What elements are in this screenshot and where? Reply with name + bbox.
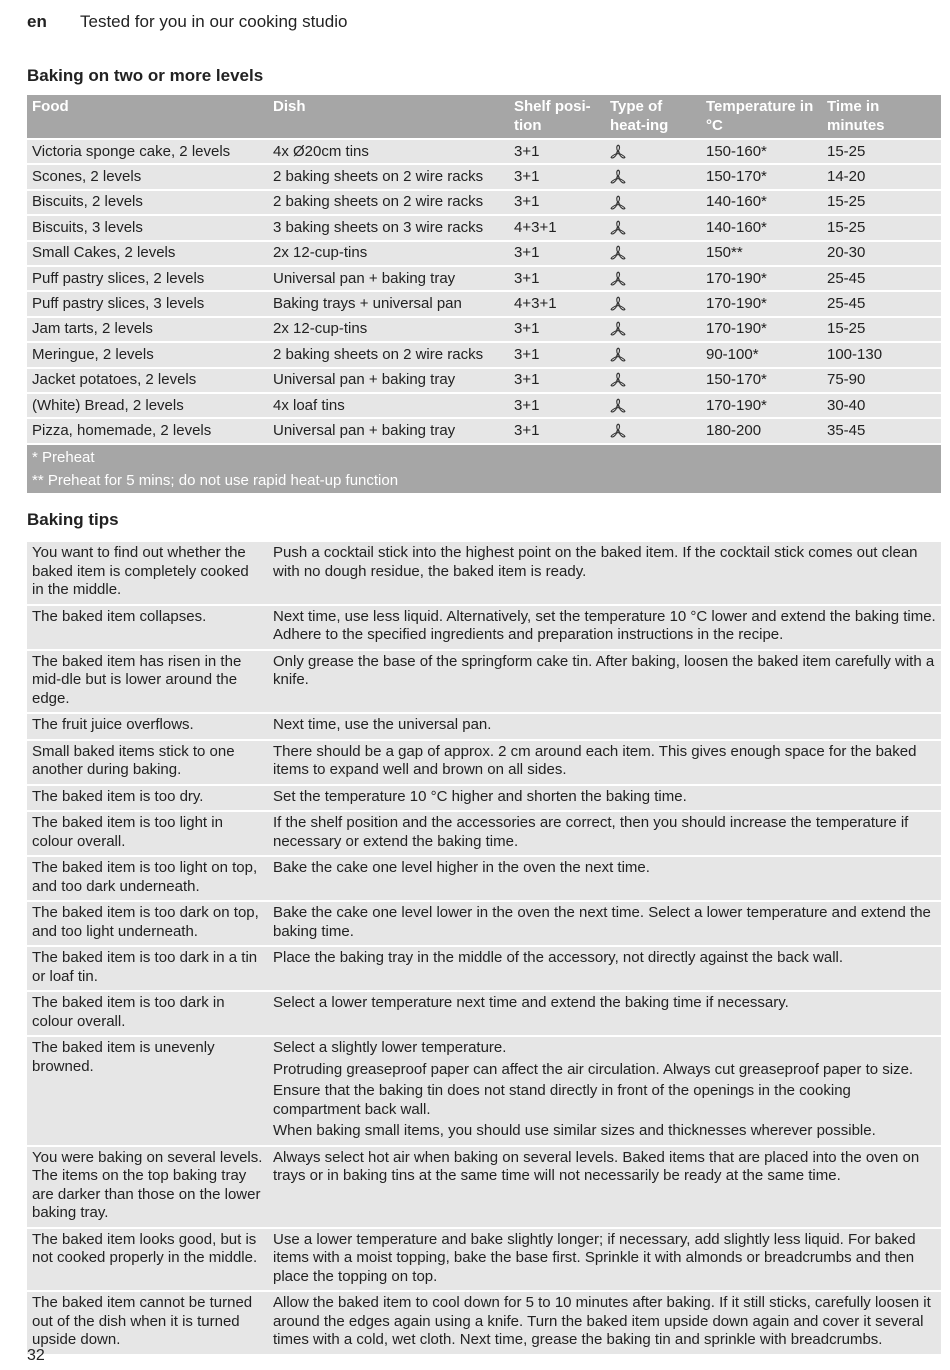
tip-solution <box>268 1146 941 1228</box>
table-row <box>27 215 941 240</box>
heating-cell <box>605 215 701 240</box>
page-header <box>27 12 348 32</box>
dish-cell: 4x Ø20cm tins <box>268 139 509 164</box>
tip-solution <box>268 811 941 856</box>
hot-air-fan-icon <box>610 143 626 160</box>
tip-row <box>27 901 941 946</box>
tip-problem: The baked item is too dark in a tin or loaf tin. <box>27 946 268 991</box>
time-cell: 35-45 <box>822 418 941 443</box>
heating-cell <box>605 190 701 215</box>
food-cell: Victoria sponge cake, 2 levels <box>27 139 268 164</box>
tip-solution <box>268 991 941 1036</box>
time-cell: 15-25 <box>822 215 941 240</box>
tip-row <box>27 713 941 740</box>
time-cell: 15-25 <box>822 317 941 342</box>
tip-problem: The baked item is too light in colour overall. <box>27 811 268 856</box>
tip-solution <box>268 1036 941 1146</box>
column-header-temperature: Temperature in °C <box>701 95 822 139</box>
tip-row <box>27 785 941 812</box>
time-cell: 14-20 <box>822 164 941 189</box>
table-row <box>27 190 941 215</box>
heating-cell <box>605 291 701 316</box>
food-cell: Puff pastry slices, 3 levels <box>27 291 268 316</box>
tip-solution <box>268 1228 941 1292</box>
header-title: Tested for you in our cooking studio <box>80 12 348 31</box>
footnote-preheat-5-mins: ** Preheat for 5 mins; do not use rapid heat-up function <box>32 471 399 489</box>
tip-row <box>27 946 941 991</box>
tip-solution-paragraph: Select a lower temperature next time and extend the baking time if necessary. <box>273 994 789 1011</box>
tip-solution <box>268 542 941 605</box>
hot-air-fan-icon <box>610 320 626 337</box>
heating-cell <box>605 418 701 443</box>
tip-solution-paragraph: Always select hot air when baking on several levels. Baked items that are placed into the oven on trays or in baking tins at the same time will not necessarily be ready at the same time. <box>273 1148 920 1184</box>
temperature-cell: 170-190* <box>701 393 822 418</box>
table-row <box>27 241 941 266</box>
hot-air-fan-icon <box>610 295 626 312</box>
shelf-cell: 3+1 <box>509 342 605 367</box>
tip-row <box>27 740 941 785</box>
food-cell: Biscuits, 3 levels <box>27 215 268 240</box>
tip-solution-paragraph: Bake the cake one level lower in the oven the next time. Select a lower temperature and extend the baking time. <box>273 904 931 940</box>
hot-air-fan-icon <box>610 371 626 388</box>
tip-solution-paragraph: Place the baking tray in the middle of the accessory, not directly against the back wall. <box>273 949 844 966</box>
tip-row <box>27 1228 941 1292</box>
tip-solution <box>268 785 941 812</box>
heating-cell <box>605 393 701 418</box>
shelf-cell: 3+1 <box>509 164 605 189</box>
tip-row <box>27 1291 941 1355</box>
tip-row <box>27 605 941 650</box>
food-cell: Pizza, homemade, 2 levels <box>27 418 268 443</box>
temperature-cell: 90-100* <box>701 342 822 367</box>
temperature-cell: 180-200 <box>701 418 822 443</box>
tip-solution-paragraph: When baking small items, you should use similar sizes and thicknesses wherever possible. <box>273 1122 876 1139</box>
heating-cell <box>605 368 701 393</box>
tip-problem: The baked item cannot be turned out of the dish when it is turned upside down. <box>27 1291 268 1355</box>
table-row <box>27 368 941 393</box>
tip-solution-paragraph: Next time, use the universal pan. <box>273 716 492 733</box>
dish-cell: Universal pan + baking tray <box>268 266 509 291</box>
baking-levels-table <box>27 95 941 493</box>
hot-air-fan-icon <box>610 270 626 287</box>
hot-air-fan-icon <box>610 219 626 236</box>
table-row <box>27 393 941 418</box>
temperature-cell: 150-160* <box>701 139 822 164</box>
table-row <box>27 418 941 443</box>
dish-cell: 2 baking sheets on 2 wire racks <box>268 164 509 189</box>
tip-row <box>27 811 941 856</box>
temperature-cell: 150-170* <box>701 164 822 189</box>
food-cell: Jacket potatoes, 2 levels <box>27 368 268 393</box>
food-cell: Puff pastry slices, 2 levels <box>27 266 268 291</box>
shelf-cell: 3+1 <box>509 393 605 418</box>
hot-air-fan-icon <box>610 168 626 185</box>
tip-solution-paragraph: Set the temperature 10 °C higher and shorten the baking time. <box>273 787 687 805</box>
hot-air-fan-icon <box>610 244 626 261</box>
tip-solution-paragraph: There should be a gap of approx. 2 cm around each item. This gives enough space for the baked items to expand well and brown on all sides. <box>273 742 917 778</box>
tip-solution <box>268 605 941 650</box>
tip-solution-paragraph: Protruding greaseproof paper can affect the air circulation. Always cut greaseproof paper to size. <box>273 1060 914 1078</box>
hot-air-fan-icon <box>610 193 626 210</box>
dish-cell: 4x loaf tins <box>268 393 509 418</box>
shelf-cell: 3+1 <box>509 418 605 443</box>
tip-solution-paragraph: Allow the baked item to cool down for 5 to 10 minutes after baking. If it still sticks, carefully loosen it around the edges again using a knife. Turn the baked item upside down again and cover it several times with a cold, wet cloth. Next time, grease the baking tin and sprinkle with breadcrumbs. <box>273 1294 931 1348</box>
footnote-preheat: * Preheat <box>32 448 95 466</box>
tip-solution-paragraph: Ensure that the baking tin does not stand directly in front of the openings in the cooking compartment back wall. <box>273 1082 851 1118</box>
footnote-row <box>27 444 941 493</box>
tip-problem: The baked item is too dark on top, and too light underneath. <box>27 901 268 946</box>
temperature-cell: 140-160* <box>701 190 822 215</box>
table-row <box>27 164 941 189</box>
tip-solution <box>268 946 941 991</box>
column-header-food: Food <box>27 95 268 139</box>
dish-cell: Universal pan + baking tray <box>268 368 509 393</box>
dish-cell: 2x 12-cup-tins <box>268 241 509 266</box>
heating-cell <box>605 266 701 291</box>
tip-problem: The baked item collapses. <box>27 605 268 650</box>
shelf-cell: 3+1 <box>509 317 605 342</box>
time-cell: 75-90 <box>822 368 941 393</box>
tip-solution-paragraph: Select a slightly lower temperature. <box>273 1039 507 1056</box>
shelf-cell: 4+3+1 <box>509 215 605 240</box>
language-code: en <box>27 12 47 31</box>
tip-solution <box>268 1291 941 1355</box>
shelf-cell: 3+1 <box>509 139 605 164</box>
tip-solution <box>268 713 941 740</box>
tip-solution-paragraph: Only grease the base of the springform cake tin. After baking, loosen the baked item carefully with a knife. <box>273 652 935 688</box>
tip-solution <box>268 901 941 946</box>
table-row <box>27 266 941 291</box>
shelf-cell: 4+3+1 <box>509 291 605 316</box>
tip-problem: The baked item is unevenly browned. <box>27 1036 268 1146</box>
hot-air-fan-icon <box>610 397 626 414</box>
table-row <box>27 317 941 342</box>
temperature-cell: 170-190* <box>701 291 822 316</box>
tip-row <box>27 1146 941 1228</box>
section-title-baking-levels: Baking on two or more levels <box>27 66 264 85</box>
tip-problem: The baked item has risen in the mid-dle but is lower around the edge. <box>27 650 268 714</box>
temperature-cell: 140-160* <box>701 215 822 240</box>
temperature-cell: 170-190* <box>701 266 822 291</box>
time-cell: 15-25 <box>822 139 941 164</box>
tip-problem: You want to find out whether the baked item is completely cooked in the middle. <box>27 542 268 605</box>
dish-cell: 3 baking sheets on 3 wire racks <box>268 215 509 240</box>
heating-cell <box>605 164 701 189</box>
hot-air-fan-icon <box>610 346 626 363</box>
tip-problem: The baked item looks good, but is not cooked properly in the middle. <box>27 1228 268 1292</box>
tip-solution-paragraph: Bake the cake one level higher in the oven the next time. <box>273 859 650 876</box>
tip-row <box>27 650 941 714</box>
section-title-baking-tips: Baking tips <box>27 510 119 529</box>
tip-solution <box>268 856 941 901</box>
tip-problem: The baked item is too dark in colour overall. <box>27 991 268 1036</box>
column-header-shelf: Shelf posi-tion <box>509 95 605 139</box>
tip-row <box>27 856 941 901</box>
dish-cell: Baking trays + universal pan <box>268 291 509 316</box>
dish-cell: 2x 12-cup-tins <box>268 317 509 342</box>
time-cell: 15-25 <box>822 190 941 215</box>
tip-problem: The baked item is too dry. <box>27 785 268 812</box>
time-cell: 30-40 <box>822 393 941 418</box>
dish-cell: 2 baking sheets on 2 wire racks <box>268 190 509 215</box>
tip-row <box>27 542 941 605</box>
dish-cell: 2 baking sheets on 2 wire racks <box>268 342 509 367</box>
tip-solution-paragraph: Use a lower temperature and bake slightly longer; if necessary, add slightly less liquid. For baked items with a moist topping, bake the base first. Sprinkle it with almonds or breadcrumbs and then place the topping on top. <box>273 1230 916 1285</box>
temperature-cell: 150** <box>701 241 822 266</box>
tip-solution-paragraph: If the shelf position and the accessories are correct, then you should increase the temperature if necessary or extend the baking time. <box>273 814 909 850</box>
tip-solution-paragraph: Next time, use less liquid. Alternatively, set the temperature 10 °C lower and extend the baking time. Adhere to the specified ingredients and preparation instructions in the recipe. <box>273 607 936 643</box>
temperature-cell: 150-170* <box>701 368 822 393</box>
tip-problem: You were baking on several levels. The items on the top baking tray are darker than those on the lower baking tray. <box>27 1146 268 1228</box>
food-cell: (White) Bread, 2 levels <box>27 393 268 418</box>
dish-cell: Universal pan + baking tray <box>268 418 509 443</box>
time-cell: 100-130 <box>822 342 941 367</box>
table-row <box>27 342 941 367</box>
shelf-cell: 3+1 <box>509 266 605 291</box>
time-cell: 20-30 <box>822 241 941 266</box>
shelf-cell: 3+1 <box>509 368 605 393</box>
column-header-dish: Dish <box>268 95 509 139</box>
hot-air-fan-icon <box>610 422 626 439</box>
tip-problem: The fruit juice overflows. <box>27 713 268 740</box>
temperature-cell: 170-190* <box>701 317 822 342</box>
food-cell: Biscuits, 2 levels <box>27 190 268 215</box>
time-cell: 25-45 <box>822 291 941 316</box>
tip-problem: Small baked items stick to one another during baking. <box>27 740 268 785</box>
table-header-row <box>27 95 941 139</box>
table-row <box>27 291 941 316</box>
tip-row <box>27 991 941 1036</box>
heating-cell <box>605 342 701 367</box>
baking-tips-table <box>27 542 941 1356</box>
food-cell: Meringue, 2 levels <box>27 342 268 367</box>
food-cell: Small Cakes, 2 levels <box>27 241 268 266</box>
heating-cell <box>605 317 701 342</box>
time-cell: 25-45 <box>822 266 941 291</box>
tip-solution-paragraph: Push a cocktail stick into the highest point on the baked item. If the cocktail stick comes out clean with no dough residue, the baked item is ready. <box>273 544 918 580</box>
shelf-cell: 3+1 <box>509 241 605 266</box>
tip-solution <box>268 650 941 714</box>
shelf-cell: 3+1 <box>509 190 605 215</box>
food-cell: Scones, 2 levels <box>27 164 268 189</box>
heating-cell <box>605 241 701 266</box>
column-header-heating: Type of heat-ing <box>605 95 701 139</box>
tip-row <box>27 1036 941 1146</box>
page-number: 32 <box>27 1347 45 1364</box>
food-cell: Jam tarts, 2 levels <box>27 317 268 342</box>
heating-cell <box>605 139 701 164</box>
tip-solution <box>268 740 941 785</box>
tip-problem: The baked item is too light on top, and too dark underneath. <box>27 856 268 901</box>
table-row <box>27 139 941 164</box>
column-header-time: Time in minutes <box>822 95 941 139</box>
